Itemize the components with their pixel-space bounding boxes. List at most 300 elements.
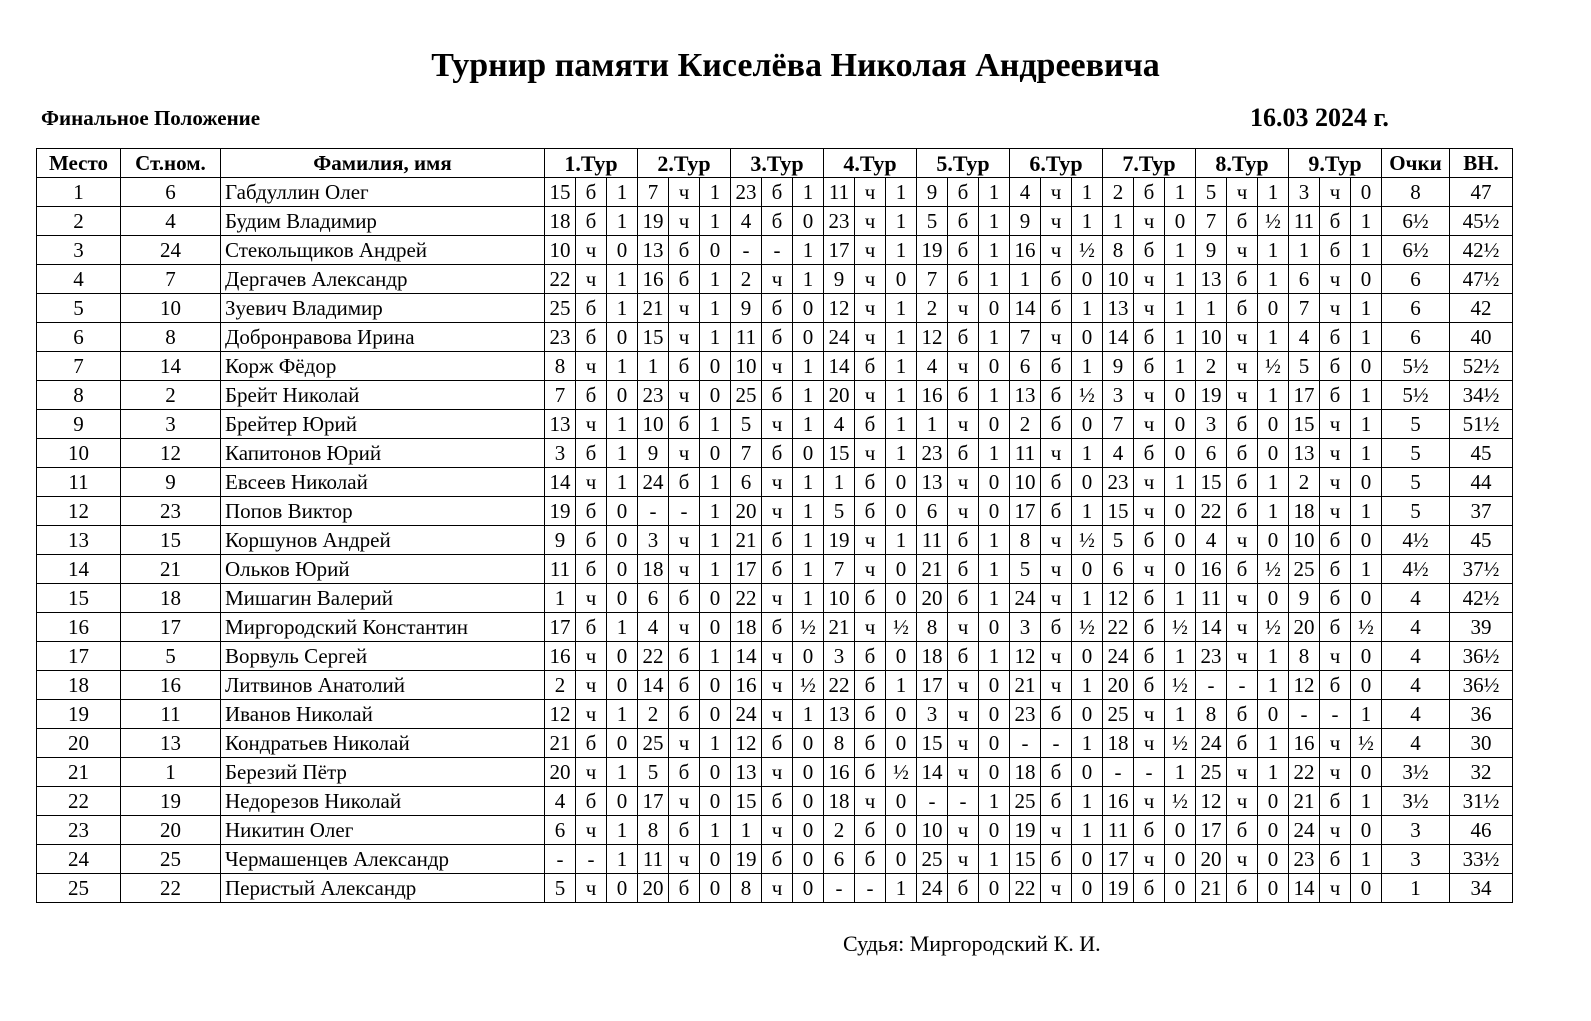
cell-round-4-result: 0 — [886, 468, 917, 497]
cell-round-3-color: ч — [762, 497, 793, 526]
cell-round-3-opponent: 4 — [731, 207, 762, 236]
cell-round-3-result: 0 — [793, 758, 824, 787]
cell-round-8-opponent: 2 — [1196, 352, 1227, 381]
cell-round-2-result: 0 — [700, 352, 731, 381]
cell-round-8-color: ч — [1227, 381, 1258, 410]
cell-round-8-color: ч — [1227, 613, 1258, 642]
cell-round-7-opponent: 25 — [1103, 700, 1134, 729]
cell-round-1-result: 0 — [607, 555, 638, 584]
cell-round-6-color: ч — [1041, 816, 1072, 845]
table-row — [37, 265, 1513, 294]
cell-place: 13 — [37, 526, 121, 555]
cell-round-5-color: б — [948, 265, 979, 294]
cell-round-9-result: 1 — [1351, 381, 1382, 410]
cell-round-7-color: ч — [1134, 555, 1165, 584]
cell-round-5-result: 1 — [979, 845, 1010, 874]
cell-round-1-result: 0 — [607, 526, 638, 555]
cell-round-1-opponent: 25 — [545, 294, 576, 323]
table-row — [37, 642, 1513, 671]
cell-round-2-color: б — [669, 236, 700, 265]
cell-round-3-result: 1 — [793, 584, 824, 613]
cell-points: 4½ — [1382, 526, 1450, 555]
cell-round-8-result: 0 — [1258, 439, 1289, 468]
cell-points: 4 — [1382, 642, 1450, 671]
cell-round-9-result: 0 — [1351, 816, 1382, 845]
cell-round-2-color: ч — [669, 613, 700, 642]
cell-player-name: Попов Виктор — [221, 497, 545, 526]
cell-points: 5 — [1382, 497, 1450, 526]
cell-place: 15 — [37, 584, 121, 613]
cell-round-2-color: ч — [669, 178, 700, 207]
cell-round-5-color: ч — [948, 816, 979, 845]
cell-round-7-color: ч — [1134, 845, 1165, 874]
cell-round-4-opponent: 1 — [824, 468, 855, 497]
cell-round-2-color: ч — [669, 787, 700, 816]
cell-round-3-opponent: 10 — [731, 352, 762, 381]
cell-round-9-opponent: 10 — [1289, 526, 1320, 555]
cell-round-7-result: 1 — [1165, 352, 1196, 381]
cell-round-2-color: б — [669, 410, 700, 439]
cell-round-9-opponent: 13 — [1289, 439, 1320, 468]
cell-round-3-result: 1 — [793, 410, 824, 439]
cell-round-9-result: 1 — [1351, 294, 1382, 323]
cell-round-7-result: 0 — [1165, 526, 1196, 555]
cell-round-5-color: ч — [948, 294, 979, 323]
cell-round-6-result: ½ — [1072, 381, 1103, 410]
cell-round-9-opponent: 14 — [1289, 874, 1320, 903]
cell-round-4-result: 0 — [886, 729, 917, 758]
table-row — [37, 410, 1513, 439]
cell-round-3-opponent: 20 — [731, 497, 762, 526]
cell-round-3-opponent: 25 — [731, 381, 762, 410]
cell-round-6-color: ч — [1041, 439, 1072, 468]
cell-round-6-color: б — [1041, 352, 1072, 381]
cell-round-5-result: 0 — [979, 729, 1010, 758]
cell-round-2-opponent: 2 — [638, 700, 669, 729]
cell-round-3-opponent: 8 — [731, 874, 762, 903]
table-row — [37, 526, 1513, 555]
cell-round-3-color: ч — [762, 584, 793, 613]
cell-tiebreak: 45½ — [1450, 207, 1513, 236]
cell-round-2-color: б — [669, 758, 700, 787]
cell-round-9-result: ½ — [1351, 729, 1382, 758]
cell-round-1-result: 0 — [607, 787, 638, 816]
cell-round-6-result: 1 — [1072, 352, 1103, 381]
cell-round-3-result: 1 — [793, 700, 824, 729]
cell-round-5-color: ч — [948, 671, 979, 700]
cell-round-3-color: б — [762, 207, 793, 236]
cell-round-5-opponent: 2 — [917, 294, 948, 323]
cell-round-2-opponent: 21 — [638, 294, 669, 323]
header-points: Очки — [1382, 149, 1450, 178]
cell-round-2-result: 1 — [700, 816, 731, 845]
cell-round-3-opponent: 24 — [731, 700, 762, 729]
cell-round-8-opponent: 6 — [1196, 439, 1227, 468]
cell-round-6-color: - — [1041, 729, 1072, 758]
cell-round-4-result: 0 — [886, 642, 917, 671]
cell-round-6-color: ч — [1041, 178, 1072, 207]
cell-round-7-opponent: 18 — [1103, 729, 1134, 758]
cell-round-5-opponent: - — [917, 787, 948, 816]
cell-place: 22 — [37, 787, 121, 816]
cell-tiebreak: 47½ — [1450, 265, 1513, 294]
cell-round-2-color: б — [669, 874, 700, 903]
cell-round-3-opponent: - — [731, 236, 762, 265]
cell-points: 6½ — [1382, 236, 1450, 265]
cell-round-2-opponent: 18 — [638, 555, 669, 584]
cell-round-3-opponent: 18 — [731, 613, 762, 642]
cell-place: 7 — [37, 352, 121, 381]
cell-round-2-opponent: - — [638, 497, 669, 526]
cell-tiebreak: 47 — [1450, 178, 1513, 207]
cell-round-8-color: б — [1227, 207, 1258, 236]
cell-round-2-color: б — [669, 468, 700, 497]
cell-round-8-color: ч — [1227, 323, 1258, 352]
cell-round-4-opponent: 9 — [824, 265, 855, 294]
cell-start-number: 10 — [121, 294, 221, 323]
cell-place: 5 — [37, 294, 121, 323]
cell-round-4-result: 0 — [886, 700, 917, 729]
cell-place: 8 — [37, 381, 121, 410]
cell-round-1-opponent: 13 — [545, 410, 576, 439]
cell-round-1-result: 0 — [607, 584, 638, 613]
cell-round-4-color: ч — [855, 381, 886, 410]
cell-round-4-opponent: 23 — [824, 207, 855, 236]
cell-round-1-result: 1 — [607, 178, 638, 207]
cell-round-1-result: 1 — [607, 439, 638, 468]
cell-round-6-opponent: 4 — [1010, 178, 1041, 207]
cell-round-9-opponent: 12 — [1289, 671, 1320, 700]
cell-place: 23 — [37, 816, 121, 845]
cell-round-6-color: б — [1041, 265, 1072, 294]
cell-round-9-result: 1 — [1351, 439, 1382, 468]
cell-tiebreak: 33½ — [1450, 845, 1513, 874]
cell-round-4-color: ч — [855, 555, 886, 584]
cell-round-3-opponent: 21 — [731, 526, 762, 555]
cell-round-5-opponent: 7 — [917, 265, 948, 294]
cell-round-7-color: ч — [1134, 207, 1165, 236]
cell-round-5-color: б — [948, 236, 979, 265]
cell-round-5-opponent: 20 — [917, 584, 948, 613]
cell-round-4-opponent: - — [824, 874, 855, 903]
cell-round-9-result: 1 — [1351, 236, 1382, 265]
cell-player-name: Ольков Юрий — [221, 555, 545, 584]
cell-round-9-opponent: 22 — [1289, 758, 1320, 787]
cell-round-8-result: ½ — [1258, 613, 1289, 642]
cell-tiebreak: 36½ — [1450, 642, 1513, 671]
cell-round-8-opponent: 10 — [1196, 323, 1227, 352]
cell-player-name: Брейтер Юрий — [221, 410, 545, 439]
cell-round-8-result: 0 — [1258, 816, 1289, 845]
cell-round-3-color: б — [762, 381, 793, 410]
cell-start-number: 8 — [121, 323, 221, 352]
cell-round-4-color: б — [855, 410, 886, 439]
cell-round-8-result: 1 — [1258, 468, 1289, 497]
cell-round-3-opponent: 17 — [731, 555, 762, 584]
cell-round-4-color: - — [855, 874, 886, 903]
cell-round-3-opponent: 9 — [731, 294, 762, 323]
cell-round-8-result: ½ — [1258, 555, 1289, 584]
cell-round-5-color: ч — [948, 613, 979, 642]
cell-round-6-color: ч — [1041, 874, 1072, 903]
cell-round-9-color: б — [1320, 584, 1351, 613]
cell-place: 18 — [37, 671, 121, 700]
cell-round-7-result: 1 — [1165, 758, 1196, 787]
cell-round-4-opponent: 6 — [824, 845, 855, 874]
cell-round-5-result: 0 — [979, 700, 1010, 729]
cell-round-5-opponent: 5 — [917, 207, 948, 236]
cell-round-9-color: б — [1320, 671, 1351, 700]
cell-round-2-result: 0 — [700, 758, 731, 787]
cell-round-5-opponent: 24 — [917, 874, 948, 903]
cell-player-name: Чермашенцев Александр — [221, 845, 545, 874]
table-row — [37, 468, 1513, 497]
cell-round-2-result: 1 — [700, 497, 731, 526]
cell-round-7-color: б — [1134, 816, 1165, 845]
cell-player-name: Зуевич Владимир — [221, 294, 545, 323]
cell-round-3-color: б — [762, 439, 793, 468]
cell-round-2-result: 0 — [700, 613, 731, 642]
cell-round-6-result: 1 — [1072, 671, 1103, 700]
cell-points: 5 — [1382, 468, 1450, 497]
table-row — [37, 816, 1513, 845]
cell-round-4-result: ½ — [886, 613, 917, 642]
cell-round-7-color: б — [1134, 613, 1165, 642]
table-row — [37, 671, 1513, 700]
cell-place: 9 — [37, 410, 121, 439]
cell-round-6-color: б — [1041, 410, 1072, 439]
cell-round-4-result: 1 — [886, 439, 917, 468]
cell-round-4-opponent: 10 — [824, 584, 855, 613]
cell-round-4-color: б — [855, 845, 886, 874]
cell-points: 6 — [1382, 323, 1450, 352]
cell-round-2-opponent: 19 — [638, 207, 669, 236]
cell-round-5-opponent: 9 — [917, 178, 948, 207]
cell-round-2-opponent: 1 — [638, 352, 669, 381]
cell-round-8-result: 0 — [1258, 584, 1289, 613]
cell-round-1-color: ч — [576, 671, 607, 700]
cell-round-2-result: 1 — [700, 207, 731, 236]
cell-tiebreak: 42½ — [1450, 584, 1513, 613]
cell-points: 6 — [1382, 294, 1450, 323]
cell-round-8-result: 0 — [1258, 874, 1289, 903]
cell-round-5-color: - — [948, 787, 979, 816]
cell-round-4-opponent: 24 — [824, 323, 855, 352]
cell-round-4-color: б — [855, 352, 886, 381]
cell-round-8-opponent: 5 — [1196, 178, 1227, 207]
cell-round-7-color: б — [1134, 642, 1165, 671]
cell-start-number: 4 — [121, 207, 221, 236]
cell-round-1-opponent: 4 — [545, 787, 576, 816]
cell-round-4-opponent: 17 — [824, 236, 855, 265]
cell-round-1-result: 0 — [607, 671, 638, 700]
cell-round-5-result: 0 — [979, 874, 1010, 903]
cell-round-9-opponent: 21 — [1289, 787, 1320, 816]
cell-round-2-color: ч — [669, 294, 700, 323]
cell-round-8-result: 1 — [1258, 323, 1289, 352]
cell-round-9-result: 0 — [1351, 642, 1382, 671]
cell-round-1-opponent: 19 — [545, 497, 576, 526]
cell-place: 12 — [37, 497, 121, 526]
cell-round-4-color: б — [855, 671, 886, 700]
cell-round-2-result: 1 — [700, 642, 731, 671]
cell-round-1-result: 1 — [607, 613, 638, 642]
cell-round-7-color: ч — [1134, 729, 1165, 758]
cell-round-5-opponent: 17 — [917, 671, 948, 700]
cell-round-5-color: б — [948, 439, 979, 468]
cell-round-7-result: ½ — [1165, 613, 1196, 642]
cell-round-5-opponent: 8 — [917, 613, 948, 642]
standings-table — [36, 148, 1513, 903]
cell-round-3-result: 0 — [793, 323, 824, 352]
cell-round-9-opponent: 20 — [1289, 613, 1320, 642]
cell-round-4-result: 1 — [886, 671, 917, 700]
cell-round-3-color: б — [762, 729, 793, 758]
cell-start-number: 9 — [121, 468, 221, 497]
cell-round-4-color: б — [855, 816, 886, 845]
cell-round-4-result: 1 — [886, 294, 917, 323]
cell-round-3-color: б — [762, 845, 793, 874]
cell-round-8-opponent: 14 — [1196, 613, 1227, 642]
cell-round-9-color: ч — [1320, 874, 1351, 903]
cell-player-name: Литвинов Анатолий — [221, 671, 545, 700]
table-row — [37, 700, 1513, 729]
cell-round-1-result: 1 — [607, 845, 638, 874]
cell-tiebreak: 37½ — [1450, 555, 1513, 584]
cell-round-2-opponent: 23 — [638, 381, 669, 410]
cell-round-2-opponent: 20 — [638, 874, 669, 903]
cell-round-5-opponent: 10 — [917, 816, 948, 845]
cell-points: 8 — [1382, 178, 1450, 207]
cell-round-1-result: 0 — [607, 729, 638, 758]
cell-player-name: Березий Пётр — [221, 758, 545, 787]
cell-round-1-color: ч — [576, 874, 607, 903]
cell-round-3-result: 0 — [793, 642, 824, 671]
cell-points: 5 — [1382, 439, 1450, 468]
cell-round-9-color: б — [1320, 845, 1351, 874]
table-row — [37, 323, 1513, 352]
cell-round-1-color: ч — [576, 352, 607, 381]
cell-round-7-result: 1 — [1165, 700, 1196, 729]
cell-round-5-color: б — [948, 178, 979, 207]
cell-round-3-color: ч — [762, 410, 793, 439]
cell-round-9-opponent: 7 — [1289, 294, 1320, 323]
cell-place: 17 — [37, 642, 121, 671]
header-round-4: 4.Тур — [824, 149, 917, 178]
cell-round-9-color: ч — [1320, 642, 1351, 671]
cell-round-6-color: ч — [1041, 555, 1072, 584]
cell-place: 16 — [37, 613, 121, 642]
cell-round-1-result: 0 — [607, 323, 638, 352]
cell-round-4-color: ч — [855, 439, 886, 468]
cell-round-7-color: ч — [1134, 468, 1165, 497]
cell-tiebreak: 36 — [1450, 700, 1513, 729]
cell-round-8-color: б — [1227, 497, 1258, 526]
cell-round-2-result: 1 — [700, 178, 731, 207]
cell-round-1-color: б — [576, 207, 607, 236]
cell-round-5-result: 1 — [979, 265, 1010, 294]
cell-start-number: 15 — [121, 526, 221, 555]
cell-round-2-result: 0 — [700, 787, 731, 816]
cell-round-9-color: б — [1320, 236, 1351, 265]
table-row — [37, 294, 1513, 323]
cell-round-6-result: 0 — [1072, 265, 1103, 294]
cell-round-8-color: ч — [1227, 787, 1258, 816]
cell-round-7-opponent: 6 — [1103, 555, 1134, 584]
cell-round-4-result: 0 — [886, 497, 917, 526]
cell-round-9-opponent: 4 — [1289, 323, 1320, 352]
cell-round-2-result: 1 — [700, 526, 731, 555]
cell-round-2-color: ч — [669, 439, 700, 468]
cell-round-8-color: б — [1227, 410, 1258, 439]
header-tiebreak: ВН. — [1450, 149, 1513, 178]
cell-round-8-opponent: 8 — [1196, 700, 1227, 729]
cell-round-6-opponent: 3 — [1010, 613, 1041, 642]
cell-round-9-color: б — [1320, 526, 1351, 555]
cell-round-9-result: 1 — [1351, 323, 1382, 352]
cell-round-9-result: 0 — [1351, 671, 1382, 700]
cell-round-9-result: 1 — [1351, 207, 1382, 236]
cell-round-8-color: б — [1227, 729, 1258, 758]
cell-start-number: 5 — [121, 642, 221, 671]
cell-round-5-result: 1 — [979, 642, 1010, 671]
cell-tiebreak: 45 — [1450, 526, 1513, 555]
cell-round-9-result: 1 — [1351, 410, 1382, 439]
cell-round-2-result: 0 — [700, 439, 731, 468]
cell-round-6-result: 0 — [1072, 874, 1103, 903]
cell-round-1-opponent: 3 — [545, 439, 576, 468]
cell-round-4-opponent: 18 — [824, 787, 855, 816]
cell-start-number: 2 — [121, 381, 221, 410]
cell-round-6-color: ч — [1041, 642, 1072, 671]
cell-round-6-opponent: 19 — [1010, 816, 1041, 845]
cell-round-7-result: ½ — [1165, 671, 1196, 700]
cell-round-6-opponent: 10 — [1010, 468, 1041, 497]
cell-round-3-result: 0 — [793, 729, 824, 758]
cell-round-4-result: 1 — [886, 352, 917, 381]
cell-round-9-color: ч — [1320, 729, 1351, 758]
cell-round-2-color: ч — [669, 729, 700, 758]
cell-round-6-color: б — [1041, 758, 1072, 787]
cell-round-4-result: ½ — [886, 758, 917, 787]
cell-round-3-result: 1 — [793, 352, 824, 381]
cell-round-4-opponent: 3 — [824, 642, 855, 671]
cell-points: 4 — [1382, 671, 1450, 700]
cell-round-7-result: 0 — [1165, 381, 1196, 410]
cell-round-7-result: 1 — [1165, 642, 1196, 671]
cell-round-2-result: 0 — [700, 845, 731, 874]
cell-round-3-color: б — [762, 294, 793, 323]
cell-player-name: Будим Владимир — [221, 207, 545, 236]
table-row — [37, 352, 1513, 381]
cell-round-6-opponent: 15 — [1010, 845, 1041, 874]
cell-round-3-opponent: 13 — [731, 758, 762, 787]
cell-round-8-result: 1 — [1258, 265, 1289, 294]
cell-round-6-result: 0 — [1072, 410, 1103, 439]
cell-round-6-color: б — [1041, 381, 1072, 410]
cell-round-2-opponent: 13 — [638, 236, 669, 265]
cell-round-8-color: ч — [1227, 236, 1258, 265]
cell-round-3-color: ч — [762, 352, 793, 381]
cell-round-4-result: 1 — [886, 178, 917, 207]
cell-round-1-color: - — [576, 845, 607, 874]
cell-round-1-color: б — [576, 613, 607, 642]
cell-round-4-opponent: 4 — [824, 410, 855, 439]
cell-round-2-opponent: 3 — [638, 526, 669, 555]
table-row — [37, 729, 1513, 758]
cell-start-number: 24 — [121, 236, 221, 265]
cell-round-8-result: ½ — [1258, 352, 1289, 381]
